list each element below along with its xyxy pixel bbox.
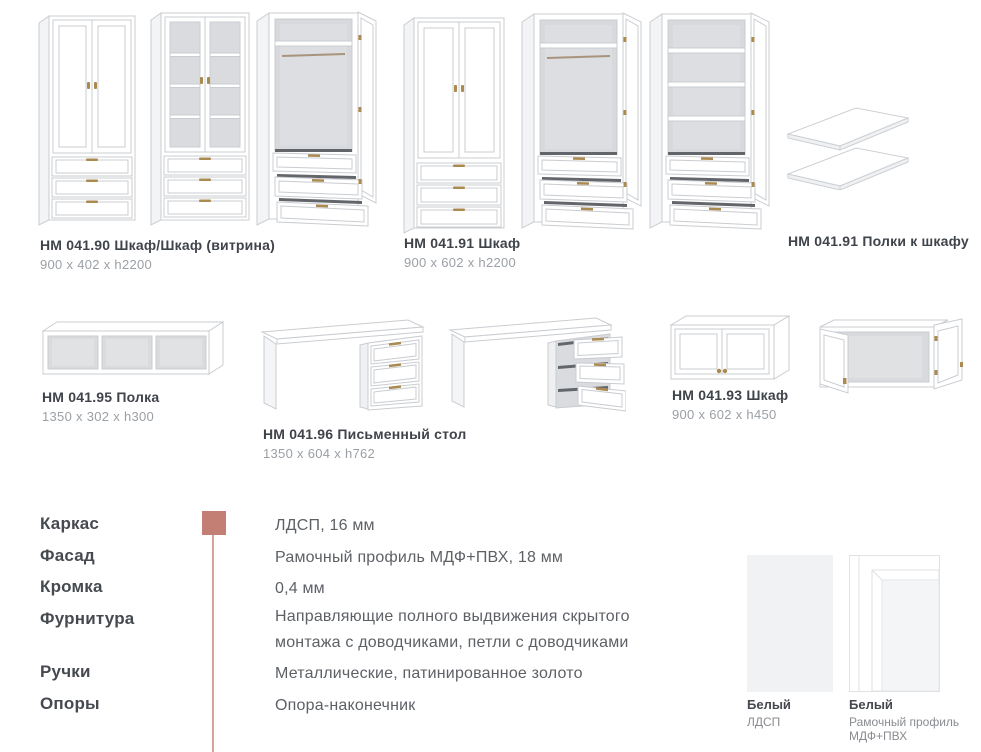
wardrobe-open-shelves-illustration — [649, 12, 775, 232]
spec-label-opory: Опоры — [40, 694, 100, 713]
product-nm-041-91-closed-view — [403, 16, 506, 240]
spec-value-fasad: Рамочный профиль МДФ+ПВХ, 18 мм — [275, 549, 564, 566]
spec-label-karkas: Каркас — [40, 514, 100, 533]
spec-value-karkas: ЛДСП, 16 мм — [275, 517, 375, 534]
product-nm-041-96-open-view — [448, 316, 626, 418]
product-title: НМ 041.93 Шкаф — [672, 387, 789, 403]
material-type: Рамочный профиль МДФ+ПВХ — [849, 715, 960, 743]
wardrobe-open-rod-illustration — [521, 12, 647, 232]
cabinet-open-illustration — [806, 318, 966, 394]
spec-value-furnitura: Направляющие полного выдвижения скрытого монтажа с доводчиками, петли с доводчиками — [275, 608, 630, 651]
spec-value-opory: Опора-наконечник — [275, 697, 416, 714]
product-dimensions: 1350 x 302 x h300 — [42, 409, 155, 424]
desk-open-drawers-illustration — [448, 316, 626, 413]
wardrobe-vitrina-illustration — [150, 11, 250, 227]
product-nm-041-91-shelves-view — [786, 106, 912, 195]
spec-value-ruchki: Металлические, патинированное золото — [275, 665, 583, 682]
product-title: НМ 041.90 Шкаф/Шкаф (витрина) — [40, 237, 275, 253]
desk-illustration — [260, 318, 425, 413]
product-caption-nm-041-93 — [672, 387, 788, 422]
product-dimensions: 900 x 402 x h2200 — [40, 257, 153, 272]
product-nm-041-91-open-rod-view — [521, 12, 647, 237]
product-title: НМ 041.91 Полки к шкафу — [788, 233, 969, 249]
product-nm-041-90-vitrina-view — [150, 11, 250, 232]
spec-label-furnitura: Фурнитура — [40, 609, 135, 628]
product-dimensions: 900 x 602 x h450 — [672, 407, 777, 422]
product-caption-nm-041-95 — [42, 389, 159, 424]
product-caption-nm-041-90 — [40, 237, 275, 272]
product-caption-nm-041-91 — [404, 235, 520, 270]
product-title: НМ 041.95 Полка — [42, 389, 160, 405]
product-title: НМ 041.91 Шкаф — [404, 235, 521, 251]
accent-divider-line — [212, 535, 214, 752]
product-nm-041-90-open-view — [256, 11, 382, 234]
wardrobe-open-rod-illustration — [256, 11, 382, 229]
frame-profile-corner-illustration — [850, 556, 939, 691]
wardrobe-closed-illustration — [38, 14, 136, 227]
product-nm-041-93-closed-view — [670, 314, 790, 387]
material-swatch-frame-profile — [849, 555, 940, 692]
product-nm-041-93-open-view — [806, 318, 966, 399]
wardrobe-closed-illustration — [403, 16, 506, 235]
material-type: ЛДСП — [747, 715, 781, 729]
product-dimensions: 1350 x 604 x h762 — [263, 446, 376, 461]
material-name: Белый — [747, 697, 791, 712]
shelf-panels-illustration — [786, 106, 912, 190]
spec-label-fasad: Фасад — [40, 546, 95, 565]
material-swatch-ldsp — [747, 555, 833, 692]
product-caption-nm-041-91-shelves — [788, 233, 969, 253]
product-nm-041-96-closed-view — [260, 318, 425, 418]
product-nm-041-91-open-shelves-view — [649, 12, 775, 237]
accent-square — [202, 511, 226, 535]
spec-value-kromka: 0,4 мм — [275, 580, 325, 597]
product-nm-041-95-view — [42, 321, 224, 381]
wall-shelf-illustration — [42, 321, 224, 376]
material-name: Белый — [849, 697, 893, 712]
product-dimensions: 900 x 602 x h2200 — [404, 255, 517, 270]
cabinet-closed-illustration — [670, 314, 790, 382]
spec-label-ruchki: Ручки — [40, 662, 91, 681]
product-title: НМ 041.96 Письменный стол — [263, 426, 467, 442]
spec-label-kromka: Кромка — [40, 577, 103, 596]
product-caption-nm-041-96 — [263, 426, 467, 461]
product-nm-041-90-views — [38, 14, 136, 232]
